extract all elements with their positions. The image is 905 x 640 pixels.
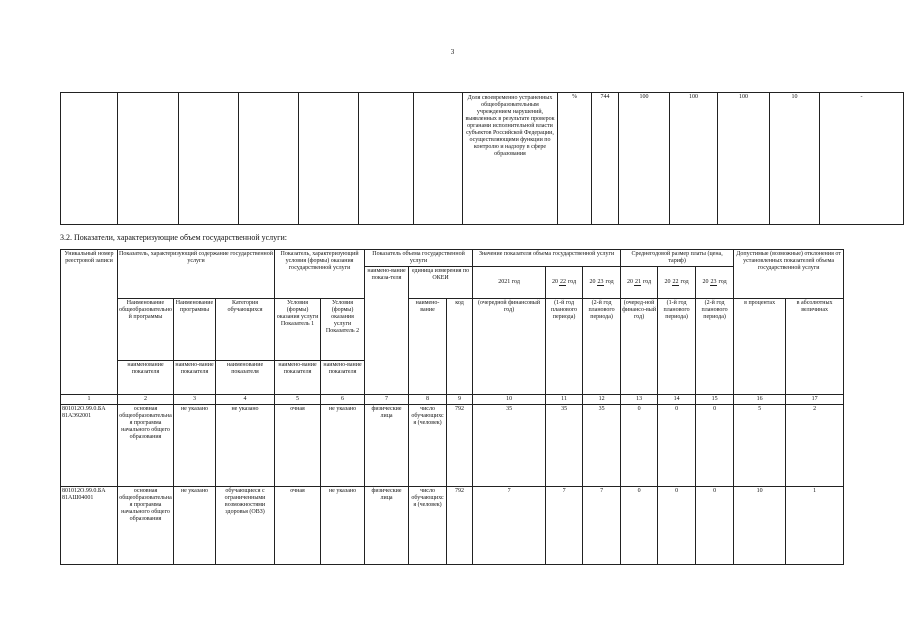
fee-2021: 0 — [621, 405, 658, 487]
value-2022: 100 — [670, 93, 718, 225]
column-number: 5 — [275, 395, 321, 405]
empty-cell — [179, 93, 239, 225]
category-cell: не указано — [216, 405, 275, 487]
header-condition-1: Условия (формы) оказания услуги Показатель 1 — [275, 299, 321, 361]
table-row — [61, 405, 844, 487]
fee-2023: 0 — [696, 487, 734, 565]
header-fee-2021: 20 21 год — [621, 267, 658, 299]
program-name-cell: не указано — [174, 405, 216, 487]
header-indicator-name: наимено-вание показателя — [275, 361, 321, 395]
header-year-2023: 20 23 год — [583, 267, 621, 299]
unit-name-cell: число обучающихся (человек) — [409, 405, 447, 487]
column-number: 3 — [174, 395, 216, 405]
column-number: 1 — [61, 395, 118, 405]
header-row — [61, 250, 844, 267]
unit-name-cell: число обучающихся (человек) — [409, 487, 447, 565]
header-fee-2023: 20 23 год — [696, 267, 734, 299]
table-row — [61, 487, 844, 565]
quality-table-continuation — [60, 92, 904, 225]
header-volume: Показатель объема государственной услуги — [365, 250, 473, 267]
registry-number: 801012О.99.0.БА 81АШ04001 — [61, 487, 118, 565]
header-indicator-name: наимено-вание показателя — [321, 361, 365, 395]
form-cell: очная — [275, 487, 321, 565]
header-second-plan: (2-й год планового периода) — [583, 299, 621, 395]
header-fee-next: (очеред-ной финансо-вый год) — [621, 299, 658, 395]
column-number: 14 — [658, 395, 696, 405]
volume-name-cell: физические лица — [365, 487, 409, 565]
fee-2022: 0 — [658, 487, 696, 565]
header-indicator-name: наименование показателя — [216, 361, 275, 395]
column-number-row — [61, 395, 844, 405]
unit-code-cell: 792 — [447, 487, 473, 565]
header-next-year: (очередной финансовый год) — [473, 299, 546, 395]
header-unit-code: код — [447, 299, 473, 395]
empty-cell — [299, 93, 359, 225]
header-fee-first-plan: (1-й год планового периода) — [658, 299, 696, 395]
header-deviation: Допустимые (возможные) отклонения от установленных показателей объема государственной услуги — [734, 250, 844, 299]
header-year-2021: 2021 год — [473, 267, 546, 299]
section-heading: 3.2. Показатели, характеризующие объем государственной услуги: — [60, 233, 287, 242]
header-indicator-name: наимено-вание показателя — [174, 361, 216, 395]
deviation-absolute: 2 — [786, 405, 844, 487]
empty-cell — [61, 93, 118, 225]
deviation-absolute: - — [820, 93, 904, 225]
column-number: 10 — [473, 395, 546, 405]
empty-cell — [414, 93, 463, 225]
header-fee-2022: 20 22 год — [658, 267, 696, 299]
header-first-plan: (1-й год планового периода) — [546, 299, 583, 395]
header-fee-second-plan: (2-й год планового периода) — [696, 299, 734, 395]
code-cell: 744 — [592, 93, 619, 225]
value-2023: 7 — [583, 487, 621, 565]
empty-cell — [359, 93, 414, 225]
value-2022: 7 — [546, 487, 583, 565]
program-name-cell: не указано — [174, 487, 216, 565]
deviation-percent: 5 — [734, 405, 786, 487]
program-cell: основная общеобразовательная программа начального общего образования — [118, 405, 174, 487]
column-number: 9 — [447, 395, 473, 405]
column-number: 6 — [321, 395, 365, 405]
header-in-absolute: в абсолютных величинах — [786, 299, 844, 395]
header-in-percent: в процентах — [734, 299, 786, 395]
column-number: 16 — [734, 395, 786, 405]
fee-2023: 0 — [696, 405, 734, 487]
header-vol-name: наимено-вание показа-теля — [365, 267, 409, 395]
header-row — [61, 299, 844, 361]
column-number: 13 — [621, 395, 658, 405]
header-fee: Среднегодовой размер платы (цена, тариф) — [621, 250, 734, 267]
column-number: 15 — [696, 395, 734, 405]
condition-cell: не указано — [321, 487, 365, 565]
volume-table — [60, 249, 844, 565]
column-number: 4 — [216, 395, 275, 405]
header-value: Значение показателя объема государственной услуги — [473, 250, 621, 267]
unit-cell: % — [558, 93, 592, 225]
empty-cell — [118, 93, 179, 225]
value-2021: 35 — [473, 405, 546, 487]
header-conditions: Показатель, характеризующий условия (формы) оказания государственной услуги — [275, 250, 365, 299]
column-number: 11 — [546, 395, 583, 405]
category-cell: обучающиеся с ограниченными возможностями здоровья (ОВЗ) — [216, 487, 275, 565]
header-vol-unit: единица измерения по ОКЕИ — [409, 267, 473, 299]
value-2023: 100 — [718, 93, 770, 225]
deviation-percent: 10 — [770, 93, 820, 225]
value-2022: 35 — [546, 405, 583, 487]
column-number: 12 — [583, 395, 621, 405]
value-2023: 35 — [583, 405, 621, 487]
header-condition-2: Условия (формы) оказания услуги Показатель 2 — [321, 299, 365, 361]
header-unit-name: наимено-вание — [409, 299, 447, 395]
table-row — [61, 93, 904, 225]
header-year-2022: 20 22 год — [546, 267, 583, 299]
fee-2021: 0 — [621, 487, 658, 565]
value-2021: 100 — [619, 93, 670, 225]
column-number: 7 — [365, 395, 409, 405]
header-registry: Уникальный номер реестровой записи — [61, 250, 118, 395]
condition-cell: не указано — [321, 405, 365, 487]
registry-number: 801012О.99.0.БА 81АЭ92001 — [61, 405, 118, 487]
deviation-absolute: 1 — [786, 487, 844, 565]
value-2021: 7 — [473, 487, 546, 565]
program-cell: основная общеобразовательная программа начального общего образования — [118, 487, 174, 565]
page-number: 3 — [450, 48, 455, 56]
column-number: 17 — [786, 395, 844, 405]
fee-2022: 0 — [658, 405, 696, 487]
header-program-name: Наименование программы — [174, 299, 216, 361]
unit-code-cell: 792 — [447, 405, 473, 487]
empty-cell — [239, 93, 299, 225]
column-number: 8 — [409, 395, 447, 405]
header-indicator-name: наименование показателя — [118, 361, 174, 395]
header-category: Категория обучающихся — [216, 299, 275, 361]
column-number: 2 — [118, 395, 174, 405]
indicator-name: Доля своевременно устраненных общеобразовательным учреждением нарушений, выявленных в результате проверок органами исполнительной власти субъектов Российской Федерации, осуществляющими функции по контролю и надзору в сфере образования — [463, 93, 558, 225]
header-program: Наименование общеобразовательной программы — [118, 299, 174, 361]
volume-name-cell: физические лица — [365, 405, 409, 487]
header-content: Показатель, характеризующий содержание государственной услуги — [118, 250, 275, 299]
form-cell: очная — [275, 405, 321, 487]
deviation-percent: 10 — [734, 487, 786, 565]
